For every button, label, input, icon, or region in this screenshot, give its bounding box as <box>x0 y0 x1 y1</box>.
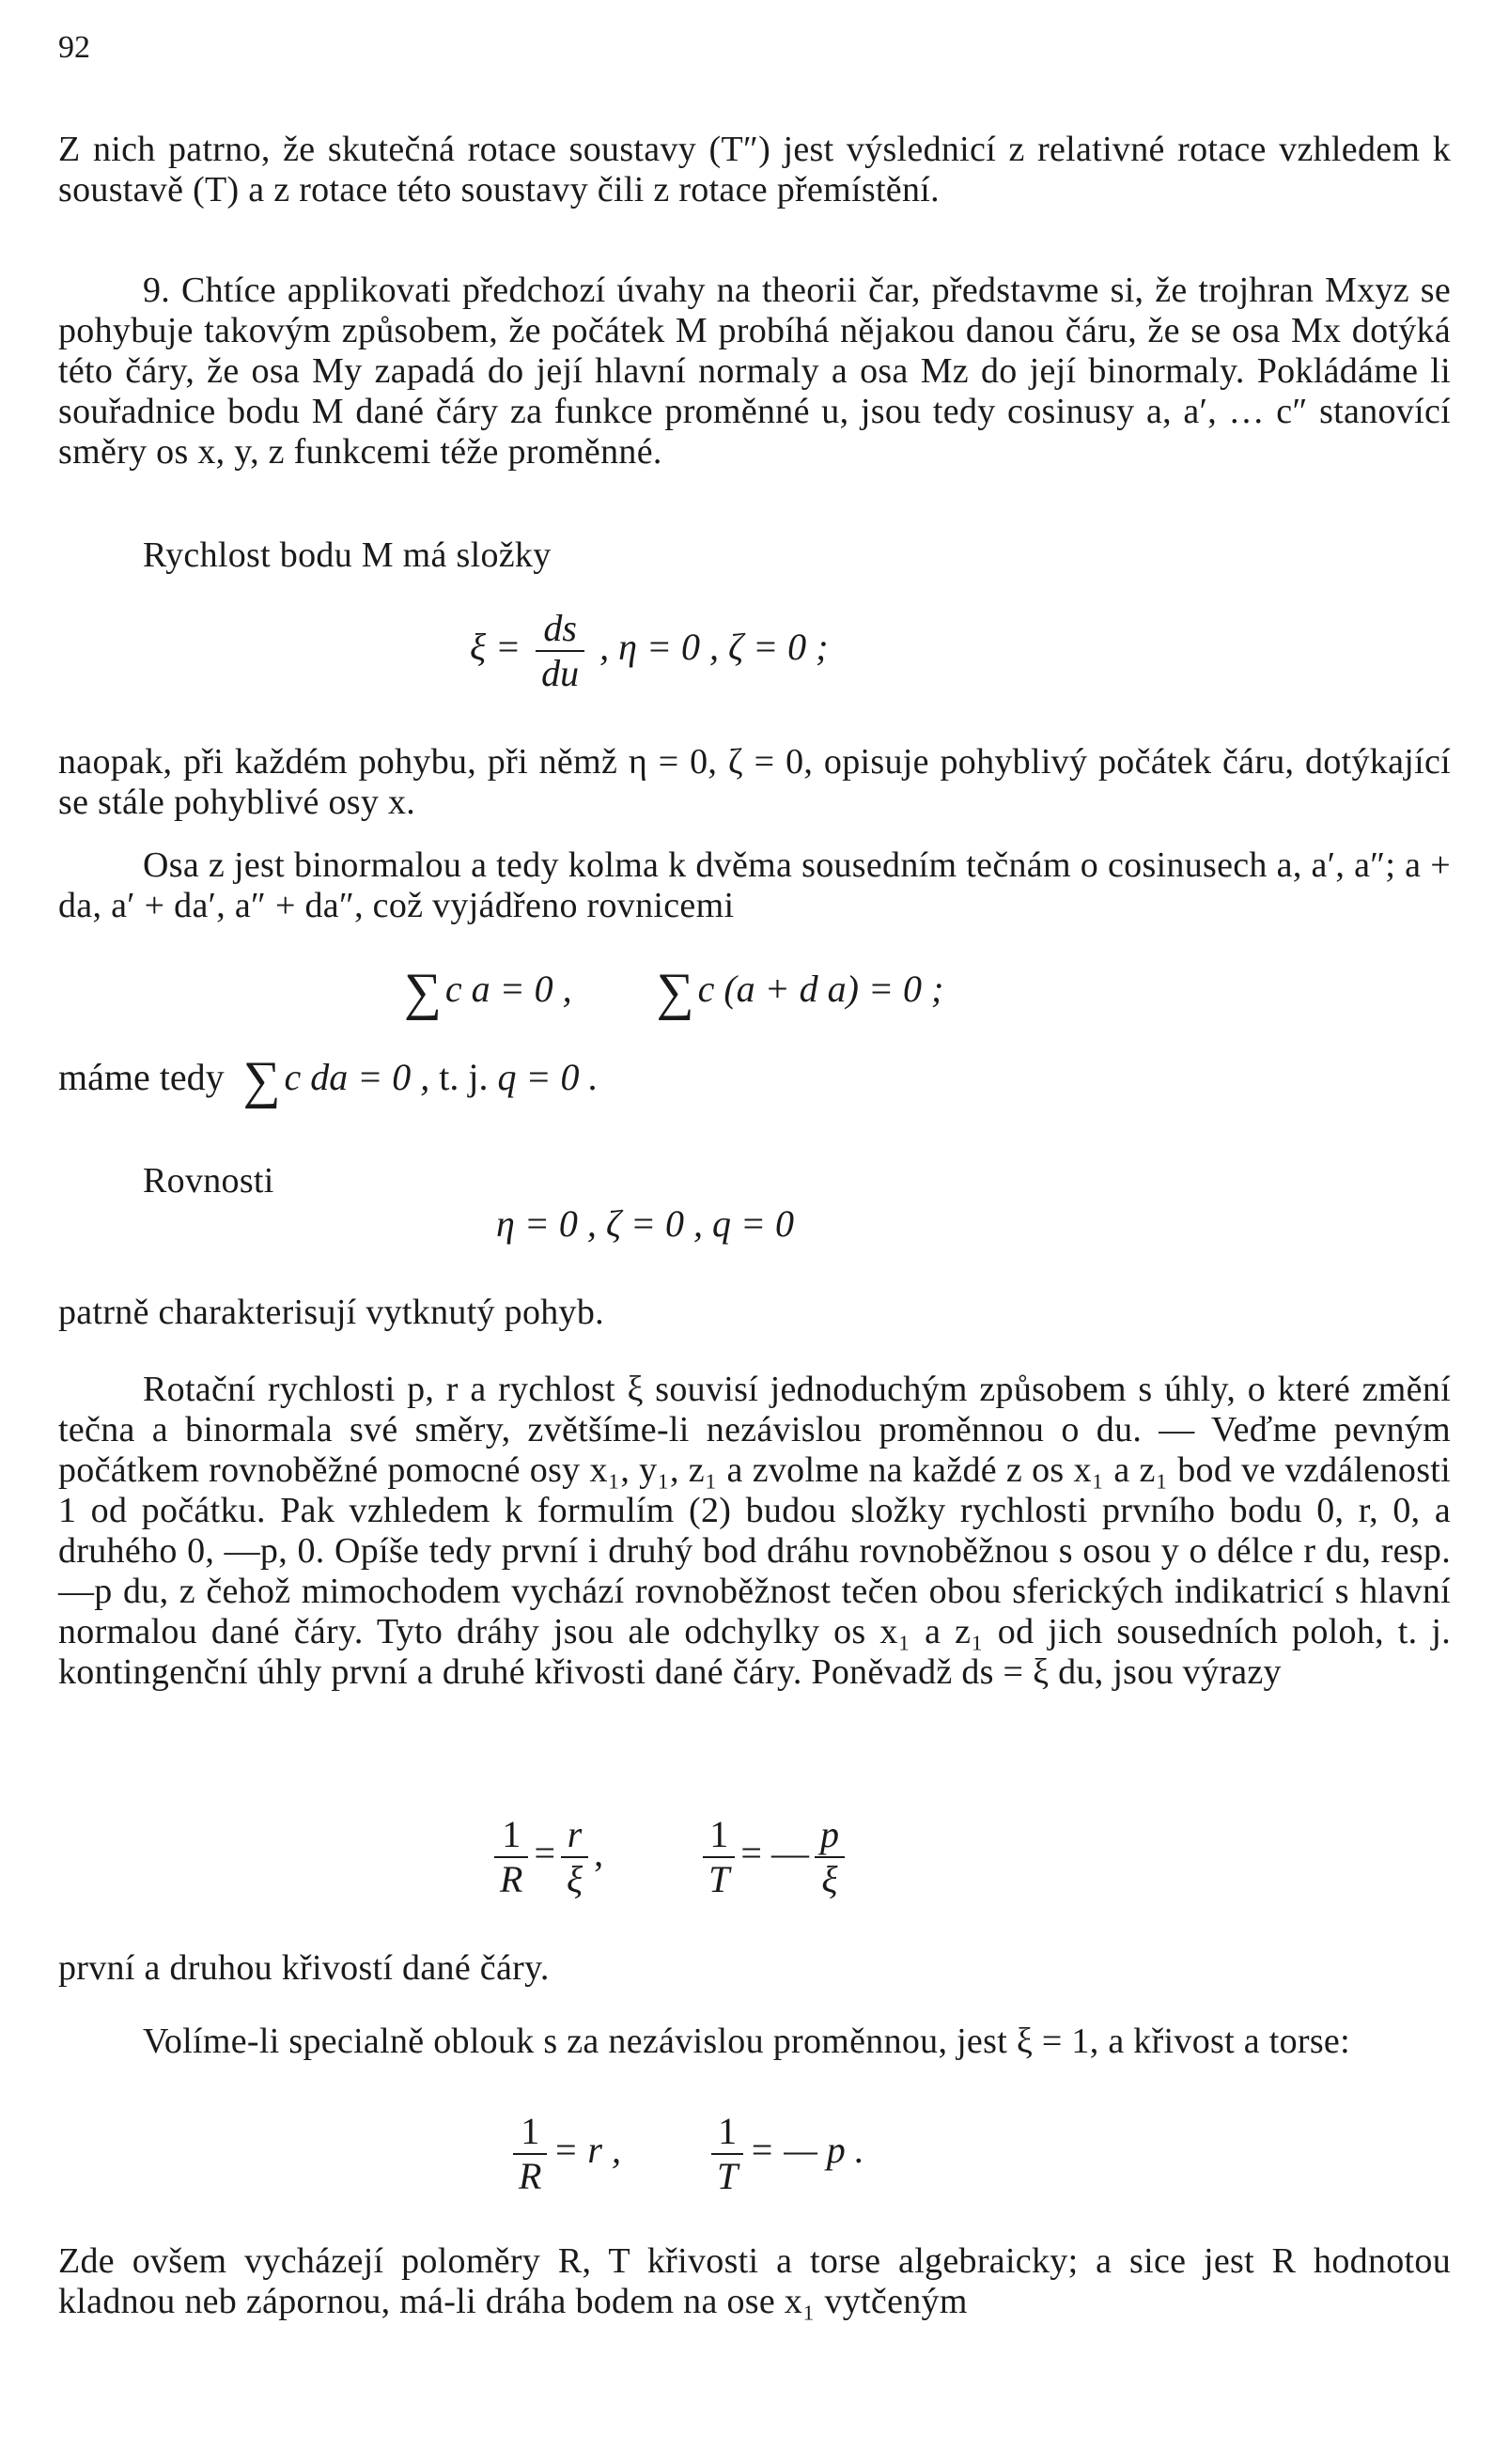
eq2-part-a: c a = 0 , <box>444 968 572 1010</box>
eq5-num2: r <box>561 1813 588 1858</box>
eq5-frac-p-xi <box>815 1813 845 1901</box>
sum-symbol: ∑ <box>404 963 442 1021</box>
paragraph-rotational-velocities: Rotační rychlosti p, r a rychlost ξ souvisí jednoduchým způsobem s úhly, o které změní tečna a binormala své směry, zvětšíme-li nezávislou proměnnou o du. — Veďme pevným počátkem rovnoběžné pomocné osy x₁, y₁, z₁ a zvolme na každé z os x₁ a z₁ bod ve vzdálenosti 1 od počátku. Pak vzhledem k formulím (2) budou složky rychlosti prvního bodu 0, r, 0, a druhého 0, —p, 0. Opíše tedy první i druhý bod dráhu rovnoběžnou s osou y o délce r du, resp. —p du, z čehož mimochodem vychází rovnoběžnost tečen obou sferických indikatricí s hlavní normalou dané čáry. Tyto dráhy jsou ale odchylky os x₁ a z₁ od jich sousedních poloh, t. j. kontingenční úhly první a druhé křivosti dané čáry. Poněvadž ds = ξ du, jsou výrazy <box>58 1370 1451 1692</box>
paragraph-characterize: patrně charakterisují vytknutý pohyb. <box>58 1293 604 1332</box>
eq6-frac-1-T <box>711 2110 743 2198</box>
paragraph-equalities: Rovnosti <box>143 1161 274 1201</box>
eq5-den2: ξ <box>567 1858 583 1900</box>
eq1-numerator: ds <box>536 607 584 652</box>
eq6-den2: T <box>717 2155 739 2197</box>
eq5-equals-1: = <box>534 1832 555 1875</box>
paragraph-first-second-curvature: první a druhou křivostí dané čáry. <box>58 1948 550 1988</box>
eq3-tj: t. j. <box>439 1056 489 1098</box>
eq1-denominator: du <box>541 652 580 694</box>
eq5-num3: 1 <box>703 1813 735 1858</box>
eq3-part-a: c da = 0 , <box>284 1056 440 1098</box>
paragraph-section-9: 9. Chtíce applikovati předchozí úvahy na theorii čar, představme si, že trojhran Mxyz se pohybuje takovým způsobem, že počátek M probíhá nějakou danou čáru, že se osa Mx dotýká této čáry, že osa My zapadá do její hlavní normaly a osa Mz do její binormaly. Pokládáme li souřadnice bodu M dané čáry za funkce proměnné u, jsou tedy cosinusy a, a′, … c″ stanovící směry os x, y, z funkcemi téže proměnné. <box>58 271 1451 472</box>
paragraph-radii: Zde ovšem vycházejí poloměry R, T křivosti a torse algebraicky; a sice jest R hodnotou kladnou neb zápornou, má-li dráha bodem na ose x₁ vytčeným <box>58 2241 1451 2321</box>
eq6-rhs2: = — p . <box>749 2129 864 2172</box>
eq1-fraction <box>536 607 584 695</box>
eq5-equals-2: = — <box>740 1832 809 1875</box>
equation-eta-zeta-q: η = 0 , ζ = 0 , q = 0 <box>496 1202 795 1245</box>
eq5-num4: p <box>815 1813 845 1858</box>
paragraph-velocity-intro: Rychlost bodu M má složky <box>143 535 552 575</box>
eq1-rest: , η = 0 , ζ = 0 ; <box>599 626 829 669</box>
eq6-rhs1: = r , <box>552 2129 621 2172</box>
paragraph-binormal: Osa z jest binormalou a tedy kolma k dvěma sousedním tečnám o cosinusech a, a′, a″; a + da, a′ + da′, a″ + da″, což vyjádřeno rovnicemi <box>58 845 1451 925</box>
eq3-prefix: máme tedy <box>58 1056 225 1098</box>
eq5-frac-1-R <box>494 1813 528 1901</box>
equation-arc-curvature <box>507 2110 864 2198</box>
page-number: 92 <box>58 30 90 65</box>
eq6-den1: R <box>519 2155 542 2197</box>
eq6-num2: 1 <box>711 2110 743 2155</box>
equation-q-zero <box>58 1051 599 1109</box>
equation-curvature-torsion <box>489 1813 850 1901</box>
eq6-frac-1-R <box>513 2110 547 2198</box>
eq5-comma: , <box>594 1832 604 1875</box>
sum-symbol: ∑ <box>656 963 694 1021</box>
eq5-frac-1-T <box>703 1813 735 1901</box>
paragraph-rotation-result: Z nich patrno, že skutečná rotace soustavy (T″) jest výslednicí z relativné rotace vzhledem k soustavě (T) a z rotace této soustavy čili z rotace přemístění. <box>58 130 1451 209</box>
eq1-lhs: ξ = <box>470 626 521 669</box>
equation-velocity-components <box>470 607 828 695</box>
eq3-part-b: q = 0 . <box>488 1056 599 1098</box>
eq5-den1: R <box>500 1858 523 1900</box>
eq6-num1: 1 <box>513 2110 547 2155</box>
eq5-den3: T <box>708 1858 730 1900</box>
sum-symbol: ∑ <box>242 1051 281 1109</box>
eq2-part-b: c (a + d a) = 0 ; <box>697 968 944 1010</box>
paragraph-arc-parameter: Volíme-li specialně oblouk s za nezávislou proměnnou, jest ξ = 1, a křivost a torse: <box>143 2022 1350 2061</box>
eq5-frac-r-xi <box>561 1813 588 1901</box>
equation-binormal-conditions <box>404 963 944 1021</box>
paragraph-moving-origin: naopak, při každém pohybu, při němž η = 0, ζ = 0, opisuje pohyblivý počátek čáru, dotýkající se stále pohyblivé osy x. <box>58 742 1451 822</box>
eq5-den4: ξ <box>821 1858 838 1900</box>
eq5-num1: 1 <box>494 1813 528 1858</box>
